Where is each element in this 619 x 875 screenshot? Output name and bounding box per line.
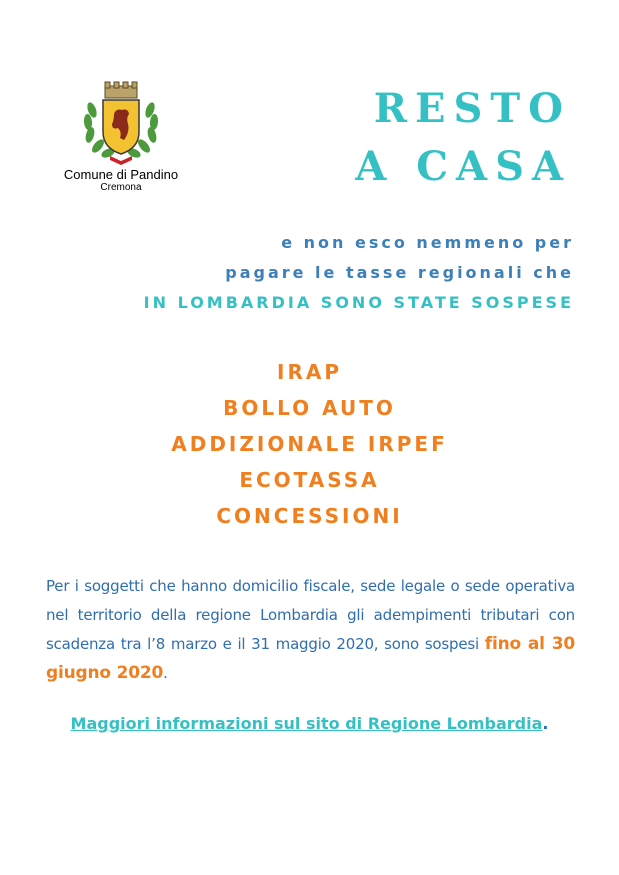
paragraph-text: Per i soggetti che hanno domicilio fiscale, sede legale o sede operativa nel territorio della regione Lombardia gli adempimenti tributari con scadenza tra l’8 marzo e il 31 maggio 2020, sono sospesi [46,577,575,653]
coat-of-arms-icon [76,80,166,166]
municipality-province: Cremona [100,182,142,193]
paragraph-end: . [163,664,168,682]
subtitle-line-2: pagare le tasse regionali che [225,263,574,282]
tax-item: ECOTASSA [239,468,380,492]
info-end: . [542,714,549,733]
tax-item: CONCESSIONI [216,504,403,528]
page-title [355,80,571,196]
suspended-taxes-list [0,354,619,534]
municipality-logo [46,80,196,200]
subtitle-line-1: e non esco nemmeno per [281,233,574,252]
title-line-1: RESTO [373,85,571,132]
municipality-name: Comune di Pandino [63,167,179,182]
deadline-highlight: fino al 30 giugno 2020 [46,634,575,683]
tax-item: ADDIZIONALE IRPEF [171,432,448,456]
title-line-2: A CASA [355,143,571,190]
tax-item: BOLLO AUTO [223,396,396,420]
tax-item: IRAP [277,360,342,384]
subtitle [144,228,574,318]
info-paragraph [46,572,575,688]
more-info [0,714,619,733]
regione-lombardia-link[interactable]: Maggiori informazioni sul sito di Regione Lombardia [70,714,543,733]
subtitle-line-3: IN LOMBARDIA SONO STATE SOSPESE [143,293,574,312]
